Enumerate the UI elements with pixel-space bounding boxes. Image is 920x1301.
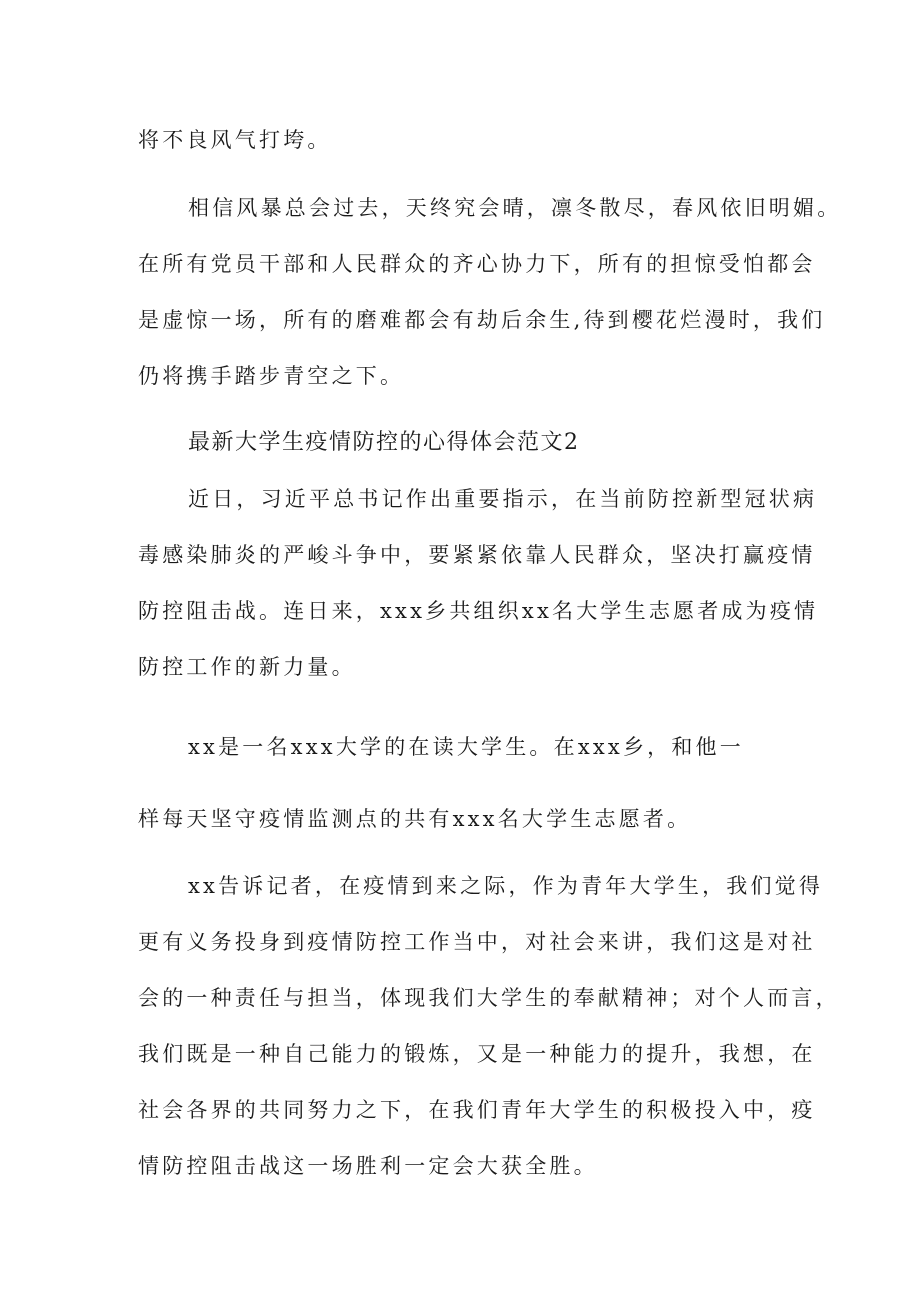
paragraph-line: 防控工作的新力量。 bbox=[138, 655, 356, 679]
paragraph-line: 是虚惊一场，所有的磨难都会有劫后余生,待到樱花烂漫时，我们 bbox=[138, 308, 826, 332]
paragraph-line: 会的一种责任与担当，体现我们大学生的奉献精神；对个人而言， bbox=[138, 986, 840, 1010]
paragraph-line: 仍将携手踏步青空之下。 bbox=[138, 364, 405, 388]
paragraph-line: 在所有党员干部和人民群众的齐心协力下，所有的担惊受怕都会 bbox=[138, 252, 816, 276]
paragraph-line: 社会各界的共同努力之下，在我们青年大学生的积极投入中，疫 bbox=[138, 1098, 816, 1122]
paragraph-line: xx告诉记者，在疫情到来之际，作为青年大学生，我们觉得 bbox=[188, 874, 824, 898]
paragraph-line: 情防控阻击战这一场胜利一定会大获全胜。 bbox=[138, 1154, 598, 1178]
paragraph-line: 近日，习近平总书记作出重要指示，在当前防控新型冠状病 bbox=[188, 487, 818, 511]
paragraph-line: 防控阻击战。连日来，xxx乡共组织xx名大学生志愿者成为疫情 bbox=[138, 599, 819, 623]
paragraph-line: 样每天坚守疫情监测点的共有xxx名大学生志愿者。 bbox=[138, 807, 692, 831]
paragraph-line: xx是一名xxx大学的在读大学生。在xxx乡，和他一 bbox=[188, 735, 744, 759]
paragraph-line: 毒感染肺炎的严峻斗争中，要紧紧依靠人民群众，坚决打赢疫情 bbox=[138, 543, 816, 567]
paragraph-line: 更有义务投身到疫情防控工作当中，对社会来讲，我们这是对社 bbox=[138, 930, 816, 954]
section-heading: 最新大学生疫情防控的心得体会范文2 bbox=[188, 430, 580, 455]
paragraph-line: 相信风暴总会过去，天终究会晴，凛冬散尽，春风依旧明媚。 bbox=[188, 196, 842, 220]
paragraph-line: 我们既是一种自己能力的锻炼，又是一种能力的提升，我想，在 bbox=[138, 1042, 816, 1066]
paragraph-line: 将不良风气打垮。 bbox=[138, 128, 332, 152]
